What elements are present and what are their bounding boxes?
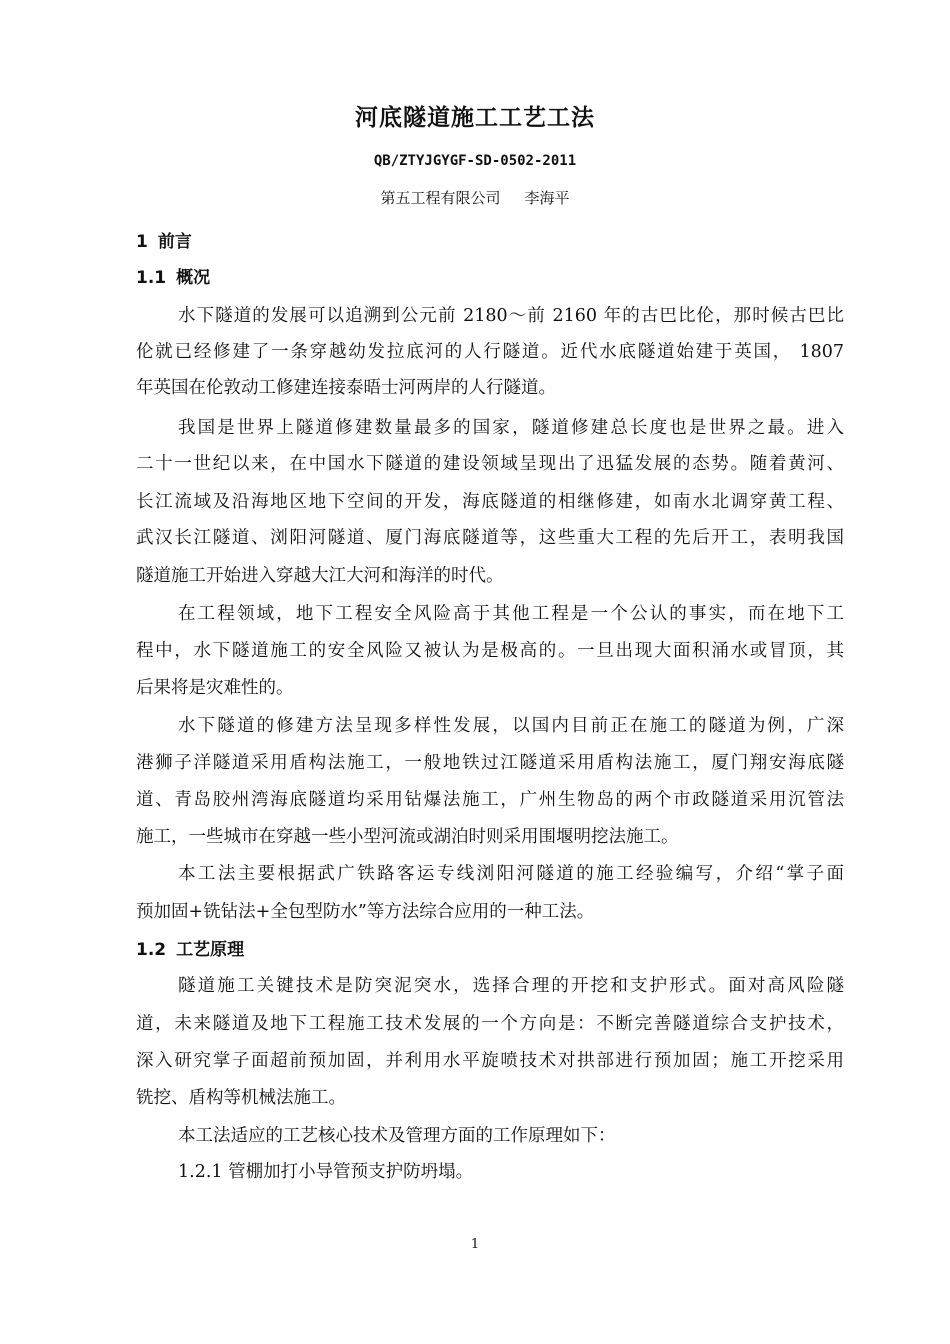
paragraph-6-line-4: 铣挖、盾构等机械法施工。	[136, 1088, 346, 1108]
paragraph-4-line-3: 道、青岛胶州湾海底隧道均采用钻爆法施工，广州生物岛的两个市政隧道采用沉管法	[136, 790, 844, 810]
paragraph-5-line-2: 预加固+铣钻法+全包型防水”等方法综合应用的一种工法。	[136, 902, 595, 922]
section-heading-1-1	[136, 266, 210, 290]
paragraph-7-line-1: 本工法适应的工艺核心技术及管理方面的工作原理如下：	[178, 1126, 616, 1146]
paragraph-4-line-1: 水下隧道的修建方法呈现多样性发展，以国内目前正在施工的隧道为例，广深	[178, 716, 844, 736]
paragraph-6-line-1: 隧道施工关键技术是防突泥突水，选择合理的开挖和支护形式。面对高风险隧	[178, 976, 844, 996]
author-name: 李海平	[524, 189, 570, 207]
paragraph-2-line-1: 我国是世界上隧道修建数量最多的国家，隧道修建总长度也是世界之最。进入	[178, 418, 844, 438]
paragraph-3-line-3: 后果将是灾难性的。	[136, 678, 294, 698]
paragraph-2-line-4: 武汉长江隧道、浏阳河隧道、厦门海底隧道等，这些重大工程的先后开工，表明我国	[136, 528, 844, 548]
section-title: 工艺原理	[176, 940, 245, 960]
document-code: QB/ZTYJGYGF-SD-0502-2011	[373, 153, 577, 169]
paragraph-3-line-2: 程中，水下隧道施工的安全风险又被认为是极高的。一旦出现大面积涌水或冒顶，其	[136, 641, 844, 661]
paragraph-3-line-1: 在工程领域，地下工程安全风险高于其他工程是一个公认的事实，而在地下工	[178, 604, 844, 624]
section-number: 1	[136, 232, 148, 252]
paragraph-1-line-1: 水下隧道的发展可以追溯到公元前 2180～前 2160 年的古巴比伦，那时候古巴比	[178, 306, 844, 326]
paragraph-4-line-2: 港狮子洋隧道采用盾构法施工，一般地铁过江隧道采用盾构法施工，厦门翔安海底隧	[136, 753, 844, 773]
paragraph-6-line-2: 道，未来隧道及地下工程施工技术发展的一个方向是：不断完善隧道综合支护技术，	[136, 1014, 844, 1034]
section-title: 前言	[157, 232, 192, 252]
paragraph-8-line-1: 1.2.1 管棚加打小导管预支护防坍塌。	[178, 1162, 474, 1182]
paragraph-5-line-1: 本工法主要根据武广铁路客运专线浏阳河隧道的施工经验编写，介绍“掌子面	[178, 864, 844, 884]
section-title: 概况	[176, 268, 211, 288]
section-number: 1.2	[136, 940, 167, 960]
document-title: 河底隧道施工工艺工法	[355, 105, 595, 131]
paragraph-1-line-3: 年英国在伦敦动工修建连接泰晤士河两岸的人行隧道。	[136, 378, 556, 398]
paragraph-2-line-3: 长江流域及沿海地区地下空间的开发，海底隧道的相继修建，如南水北调穿黄工程、	[136, 492, 844, 512]
company-name: 第五工程有限公司	[380, 189, 501, 207]
paragraph-6-line-3: 深入研究掌子面超前预加固，并利用水平旋喷技术对拱部进行预加固；施工开挖采用	[136, 1051, 844, 1071]
section-heading-1	[136, 230, 192, 254]
paragraph-2-line-5: 隧道施工开始进入穿越大江大河和海洋的时代。	[136, 566, 504, 586]
author-line	[0, 186, 950, 210]
page-number: 1	[470, 1237, 480, 1252]
paragraph-4-line-4: 施工，一些城市在穿越一些小型河流或湖泊时则采用围堰明挖法施工。	[136, 827, 679, 847]
section-heading-1-2	[136, 938, 244, 962]
paragraph-1-line-2: 伦就已经修建了一条穿越幼发拉底河的人行隧道。近代水底隧道始建于英国， 1807	[136, 342, 844, 362]
section-number: 1.1	[136, 268, 167, 288]
paragraph-2-line-2: 二十一世纪以来，在中国水下隧道的建设领域呈现出了迅猛发展的态势。随着黄河、	[136, 454, 844, 474]
